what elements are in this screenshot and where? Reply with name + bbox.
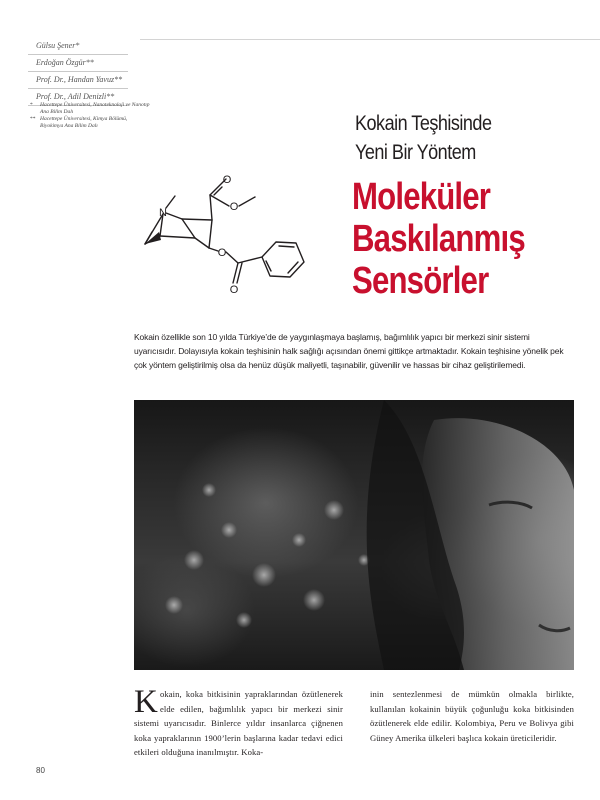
article-photo	[134, 400, 574, 670]
author-name: Erdoğan Özgür**	[28, 55, 128, 72]
affiliation-note	[30, 102, 150, 115]
subtitle-line: Yeni Bir Yöntem	[355, 141, 476, 164]
affiliation-text: Hacettepe Üniversitesi, Nanoteknoloji ve Nanotıp Ana Bilim Dalı	[40, 102, 150, 115]
affiliation-text: Hacettepe Üniversitesi, Kimya Bölümü, Biyokimya Ana Bilim Dalı	[40, 116, 128, 129]
article-subtitle	[355, 109, 561, 167]
body-column-1	[134, 684, 343, 760]
body-column-2	[370, 687, 574, 745]
footnote-mark: *	[30, 102, 33, 108]
title-line: Baskılanmış	[352, 218, 525, 260]
author-list	[28, 38, 128, 106]
photo-illustration	[134, 400, 574, 670]
affiliation-note	[30, 116, 150, 129]
body-paragraph: inin sentezlenmesi de mümkün olmakla birlikte, kullanılan kokainin büyük çoğunluğu koka bitkisinden özütlenerek elde edilir. Kolombiya, Peru ve Bolivya gibi Güney Amerika ülkeleri başlıca kokain üreticileridir.	[370, 689, 574, 743]
cocaine-structure-diagram	[130, 170, 320, 300]
oxygen-atom-label: O	[229, 201, 239, 213]
affiliation-notes	[30, 102, 150, 130]
subtitle-line: Kokain Teşhisinde	[355, 112, 492, 135]
oxygen-atom-label: O	[217, 247, 227, 259]
oxygen-atom-label: O	[229, 284, 239, 296]
body-paragraph: okain, koka bitkisinin yapraklarından özütlenerek elde edilen, bağımlılık yapıcı bir merkezi sinir sistemi uyarıcısıdır. Binlerce yıldır insanlarca çiğnenen koka yapraklarının 1900’lerin başlarına kadar tedavi edici etkileri olduğuna inanılmıştır. Koka-	[134, 689, 343, 758]
footnote-mark: **	[30, 116, 36, 123]
drop-cap: K	[134, 684, 158, 720]
nitrogen-atom-label: N	[159, 207, 167, 219]
page-number: 80	[36, 766, 45, 775]
title-line: Moleküler	[352, 176, 491, 218]
intro-paragraph: Kokain özellikle son 10 yılda Türkiye’de de yaygınlaşmaya başlamış, bağımlılık yapıcı bir merkezi sinir sistemi uyarıcısıdır. Dolayısıyla kokain teşhisinin halk sağlığı açısından önemi gittikçe artmaktadır. Kokain teşhisine yönelik pek çok yöntem geliştirilmiş olsa da henüz düşük maliyetli, taşınabilir, güvenilir ve hassas bir cihaz geliştirilemedi.	[134, 332, 564, 370]
article-title	[352, 176, 565, 302]
header-rule	[140, 39, 600, 40]
oxygen-atom-label: O	[222, 174, 232, 186]
title-line: Sensörler	[352, 260, 489, 302]
author-name: Prof. Dr., Handan Yavuz**	[28, 72, 128, 89]
author-name: Prof. Dr., Adil Denizli**	[28, 89, 128, 106]
author-name: Gülsu Şener*	[28, 38, 128, 55]
bokeh-lights	[165, 483, 370, 628]
